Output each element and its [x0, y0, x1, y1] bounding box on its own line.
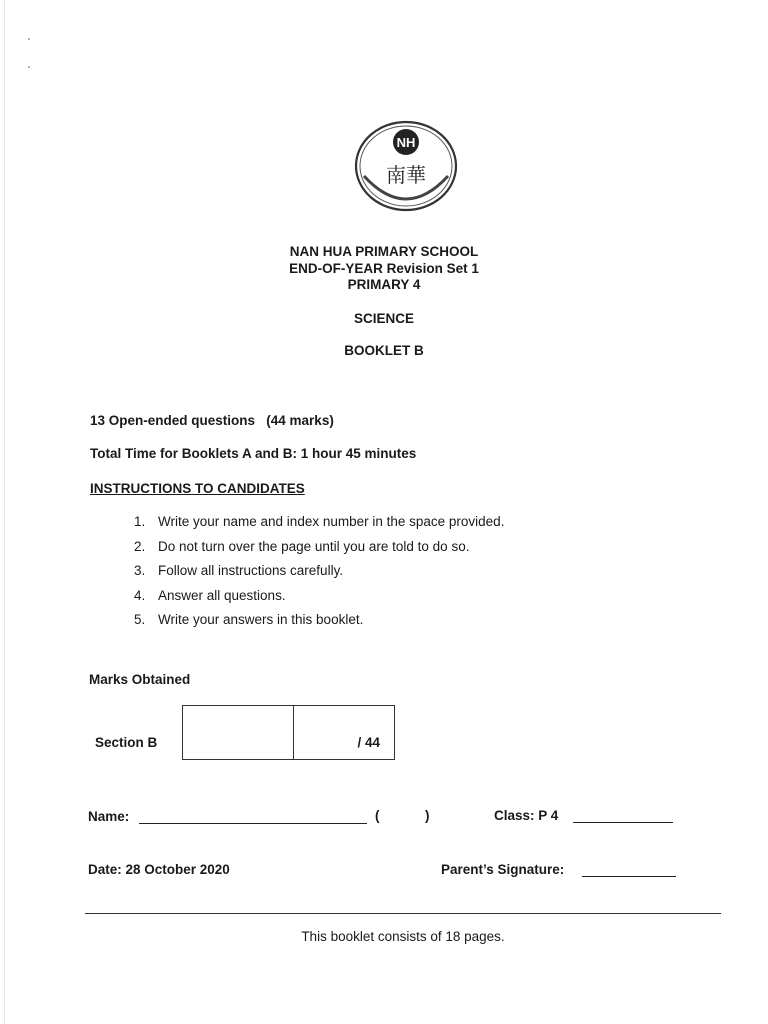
marks-obtained-label: Marks Obtained [89, 672, 191, 687]
instruction-item [134, 563, 504, 588]
instruction-number: 2. [134, 538, 146, 554]
school-name: NAN HUA PRIMARY SCHOOL [289, 244, 479, 259]
footer-divider [85, 913, 721, 914]
exam-title: END-OF-YEAR Revision Set 1 [289, 261, 479, 276]
school-logo [352, 118, 460, 214]
scan-speck [28, 66, 30, 68]
instruction-text: Do not turn over the page until you are told to do so. [158, 538, 470, 554]
signature-field-line [582, 876, 676, 877]
question-count: 13 Open-ended questions (44 marks) [90, 413, 334, 428]
total-time: Total Time for Booklets A and B: 1 hour 45 minutes [90, 446, 417, 461]
section-b-label: Section B [95, 735, 158, 750]
instruction-number: 4. [134, 587, 146, 603]
instruction-text: Answer all questions. [158, 587, 286, 603]
instruction-item [134, 612, 504, 637]
instruction-text: Write your name and index number in the space provided. [158, 514, 505, 529]
marks-total: / 44 [357, 735, 380, 750]
index-paren-close: ) [425, 808, 430, 823]
date-label: Date: 28 October 2020 [88, 862, 230, 877]
name-field-line [139, 823, 367, 824]
class-label: Class: P 4 [494, 808, 559, 823]
marks-box-divider [293, 706, 294, 759]
instruction-number: 3. [134, 563, 146, 578]
subject: SCIENCE [353, 311, 414, 326]
instruction-text: Write your answers in this booklet. [158, 612, 364, 627]
booklet: BOOKLET B [344, 343, 424, 358]
marks-box [182, 705, 395, 760]
instruction-text: Follow all instructions carefully. [158, 563, 344, 578]
index-paren-open: ( [375, 808, 380, 823]
scan-page-edge [4, 0, 5, 1024]
instruction-item [134, 539, 504, 564]
instruction-item [134, 588, 504, 613]
scan-speck [28, 38, 30, 40]
name-label: Name: [88, 809, 130, 824]
instructions-title: INSTRUCTIONS TO CANDIDATES [90, 481, 305, 496]
instruction-number: 5. [134, 612, 146, 627]
instructions-list [134, 514, 504, 637]
class-field-line [573, 822, 673, 823]
page-count-note: This booklet consists of 18 pages. [301, 929, 505, 944]
level: PRIMARY 4 [347, 277, 421, 292]
instruction-number: 1. [134, 514, 146, 529]
parent-signature-label: Parent’s Signature: [441, 862, 565, 877]
logo-monogram: NH [396, 135, 416, 150]
logo-chinese-name: 南華 [386, 163, 426, 187]
instruction-item [134, 514, 504, 539]
